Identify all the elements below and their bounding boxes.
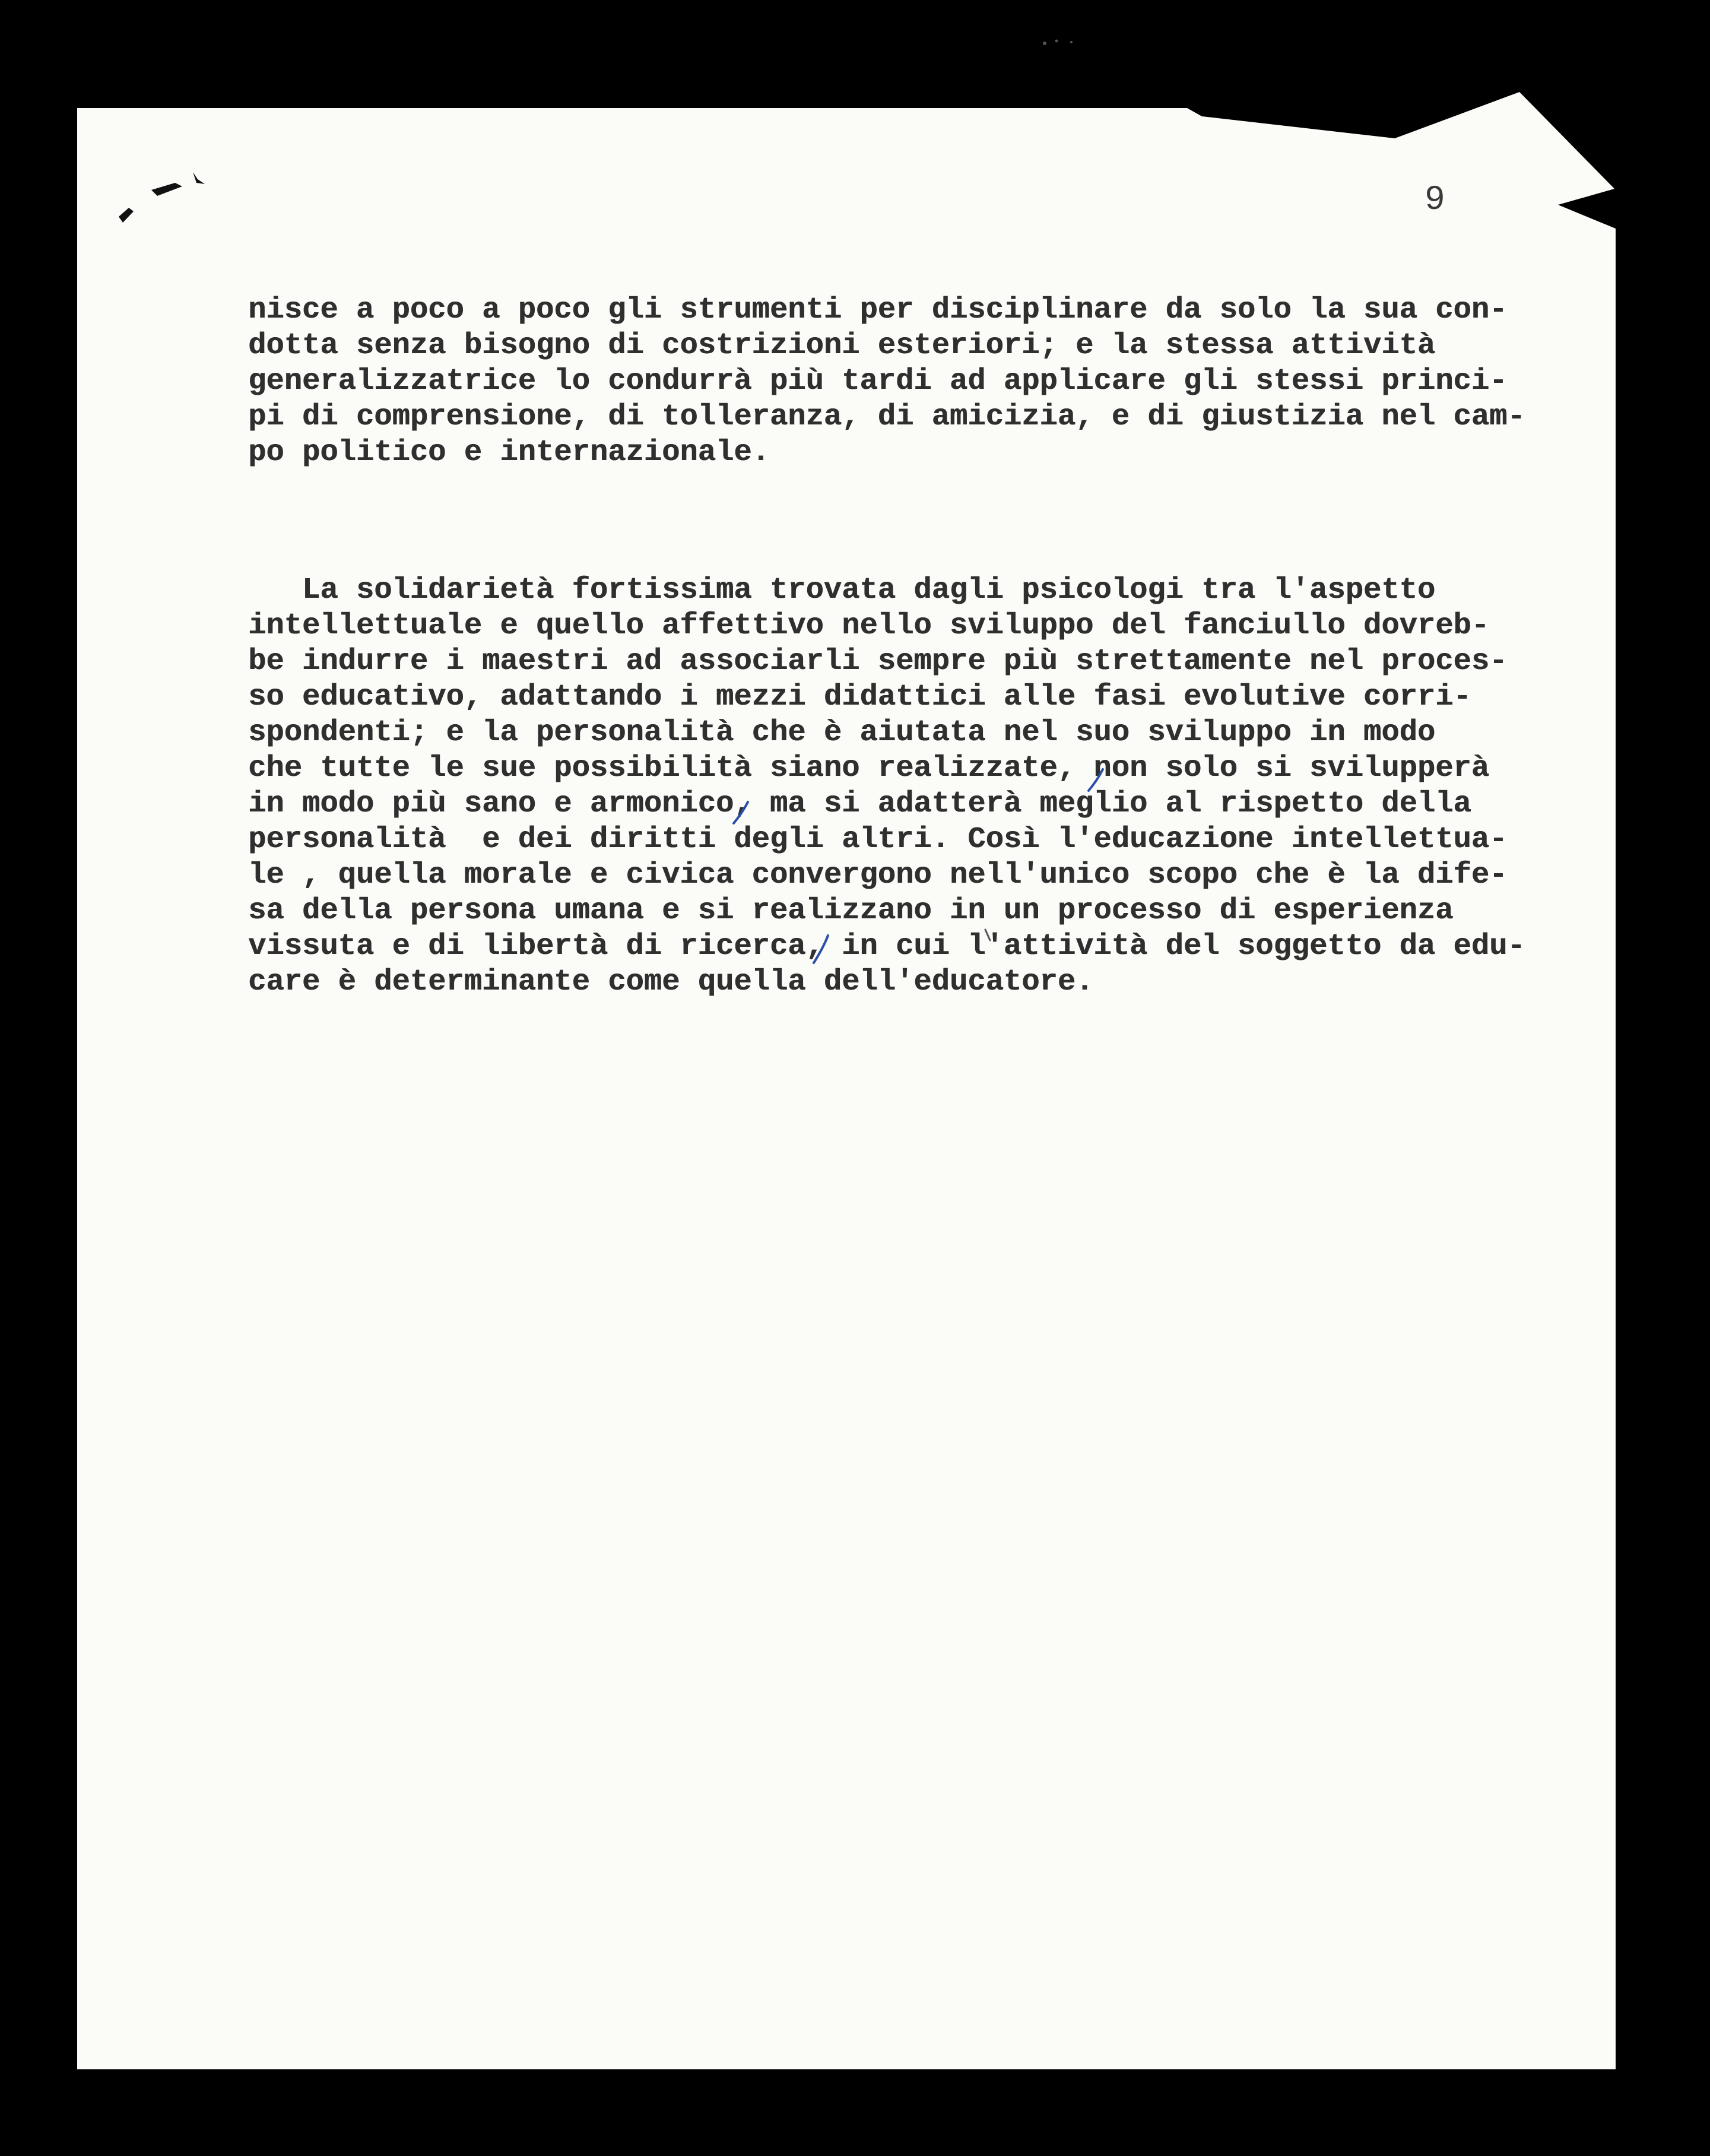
- text-line: in modo più sano e armonico, ma si adatterà meglio al rispetto della: [248, 787, 1471, 821]
- text-line: generalizzatrice lo condurrà più tardi ad applicare gli stessi princi-: [248, 364, 1508, 398]
- text-line: vissuta e di libertà di ricerca, in cui l'attività del soggetto da edu-: [248, 930, 1525, 963]
- text-line: po politico e internazionale.: [248, 436, 770, 470]
- text-line: le , quella morale e civica convergono nell'unico scopo che è la dife-: [248, 858, 1508, 892]
- text-line: so educativo, adattando i mezzi didattici alle fasi evolutive corri-: [248, 680, 1471, 714]
- text-line: intellettuale e quello affettivo nello sviluppo del fanciullo dovreb-: [248, 609, 1490, 643]
- text-line: nisce a poco a poco gli strumenti per disciplinare da solo la sua con-: [248, 293, 1508, 327]
- text-line: spondenti; e la personalità che è aiutata nel suo sviluppo in modo: [248, 716, 1436, 750]
- paragraph-2: [248, 573, 1590, 1000]
- text-line: dotta senza bisogno di costrizioni esteriori; e la stessa attività: [248, 329, 1436, 363]
- text-line: La solidarietà fortissima trovata dagli psicologi tra l'aspetto: [248, 573, 1436, 607]
- text-line: be indurre i maestri ad associarli sempre più strettamente nel proces-: [248, 645, 1508, 678]
- text-line: sa della persona umana e si realizzano in un processo di esperienza: [248, 894, 1454, 928]
- edge-speck-mark: [116, 166, 217, 232]
- handwritten-comma-mark: [979, 926, 997, 950]
- top-speck-mark: [1039, 33, 1092, 50]
- text-line: pi di comprensione, di tolleranza, di amicizia, e di giustizia nel cam-: [248, 400, 1525, 434]
- page-number: 9: [1425, 181, 1445, 220]
- text-line: personalità e dei diritti degli altri. Così l'educazione intellettua-: [248, 823, 1508, 857]
- text-line: che tutte le sue possibilità siano realizzate, non solo si svilupperà: [248, 752, 1490, 785]
- handwritten-comma-mark: [1085, 766, 1109, 795]
- handwritten-comma-mark: [810, 932, 834, 968]
- text-line: care è determinante come quella dell'educatore.: [248, 965, 1094, 999]
- handwritten-comma-mark: [730, 798, 754, 828]
- paragraph-1: [248, 293, 1590, 471]
